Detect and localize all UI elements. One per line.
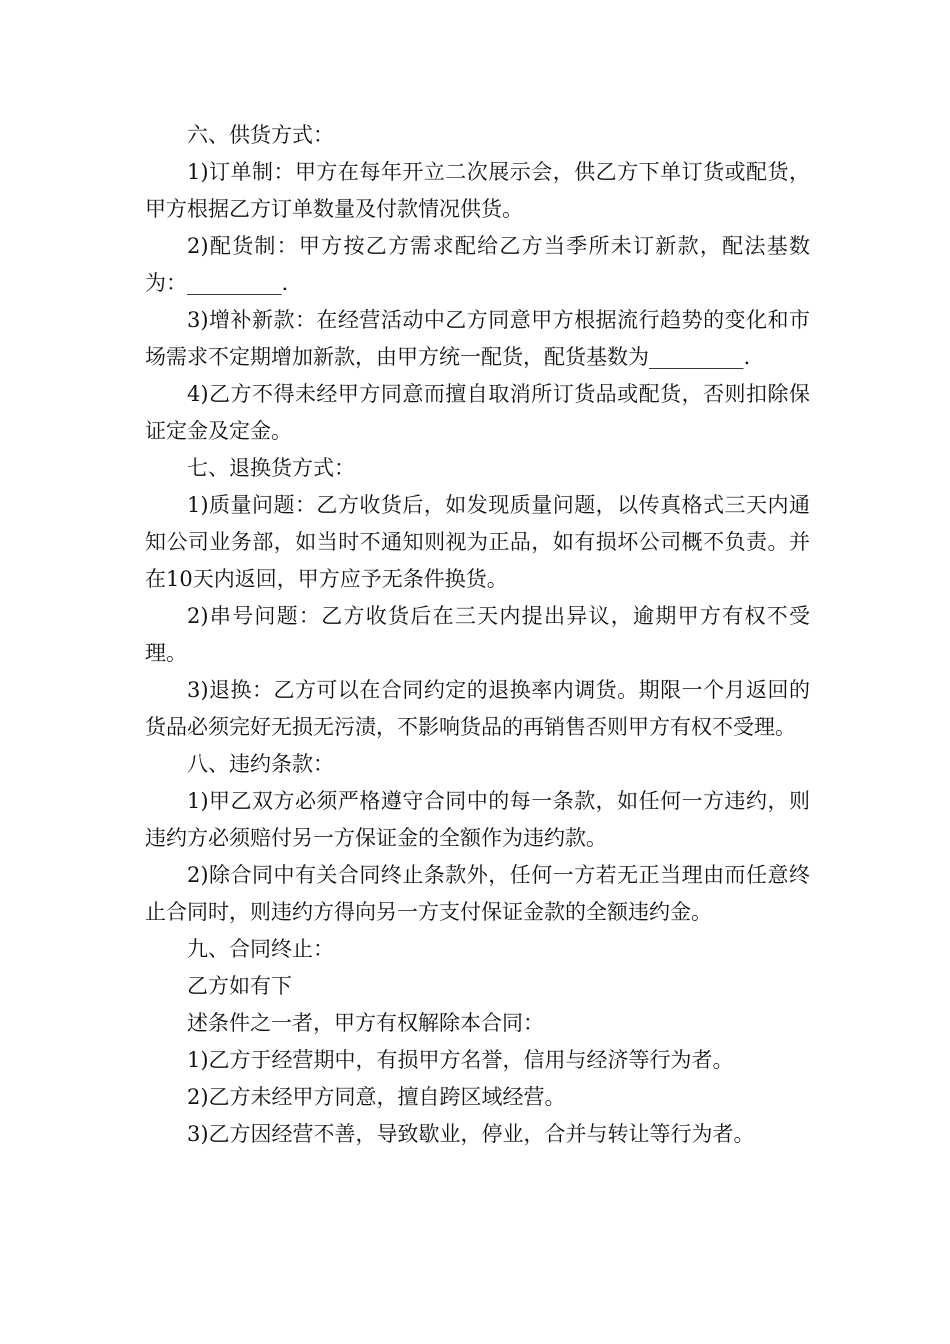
clause-new-styles: 3)增补新款：在经营活动中乙方同意甲方根据流行趋势的变化和市场需求不定期增加新款，由甲方统一配货，配货基数为_________. [145,308,810,369]
clause-order-system: 1)订单制：甲方在每年开立二次展示会，供乙方下单订货或配货，甲方根据乙方订单数量及付款情况供货。 [145,160,810,221]
clause-termination-reputation: 1)乙方于经营期中，有损甲方名誉，信用与经济等行为者。 [187,1048,734,1072]
section-heading-breach: 八、违约条款： [187,752,334,776]
clause-breach-compensation: 1)甲乙双方必须严格遵守合同中的每一条款，如任何一方违约，则违约方必须赔付另一方保证金的全额作为违约款。 [145,789,810,850]
clause-quality-issue: 1)质量问题：乙方收货后，如发现质量问题，以传真格式三天内通知公司业务部，如当时不通知则视为正品，如有损坏公司概不负责。并在10天内返回，甲方应予无条件换货。 [145,493,810,591]
clause-allocation-system: 2)配货制：甲方按乙方需求配给乙方当季所未订新款，配法基数为：_________. [145,234,810,295]
clause-breach-termination: 2)除合同中有关合同终止条款外，任何一方若无正当理由而任意终止合同时，则违约方得向另一方支付保证金款的全额违约金。 [145,863,810,924]
clause-exchange: 3)退换：乙方可以在合同约定的退换率内调货。期限一个月返回的货品必须完好无损无污渍，不影响货品的再销售否则甲方有权不受理。 [145,678,810,739]
clause-termination-closure: 3)乙方因经营不善，导致歇业，停业，合并与转让等行为者。 [187,1122,755,1146]
termination-intro-line-1: 乙方如有下 [187,974,292,998]
clause-no-cancel: 4)乙方不得未经甲方同意而擅自取消所订货品或配货，否则扣除保证定金及定金。 [145,382,810,443]
section-heading-returns: 七、退换货方式： [187,456,355,480]
termination-intro-line-2: 述条件之一者，甲方有权解除本合同： [187,1011,544,1035]
section-heading-termination: 九、合同终止： [187,937,334,961]
section-heading-supply: 六、供货方式： [187,123,334,147]
document-page [145,117,810,1153]
clause-serial-issue: 2)串号问题：乙方收货后在三天内提出异议，逾期甲方有权不受理。 [145,604,810,665]
clause-termination-cross-region: 2)乙方未经甲方同意，擅自跨区域经营。 [187,1085,566,1109]
